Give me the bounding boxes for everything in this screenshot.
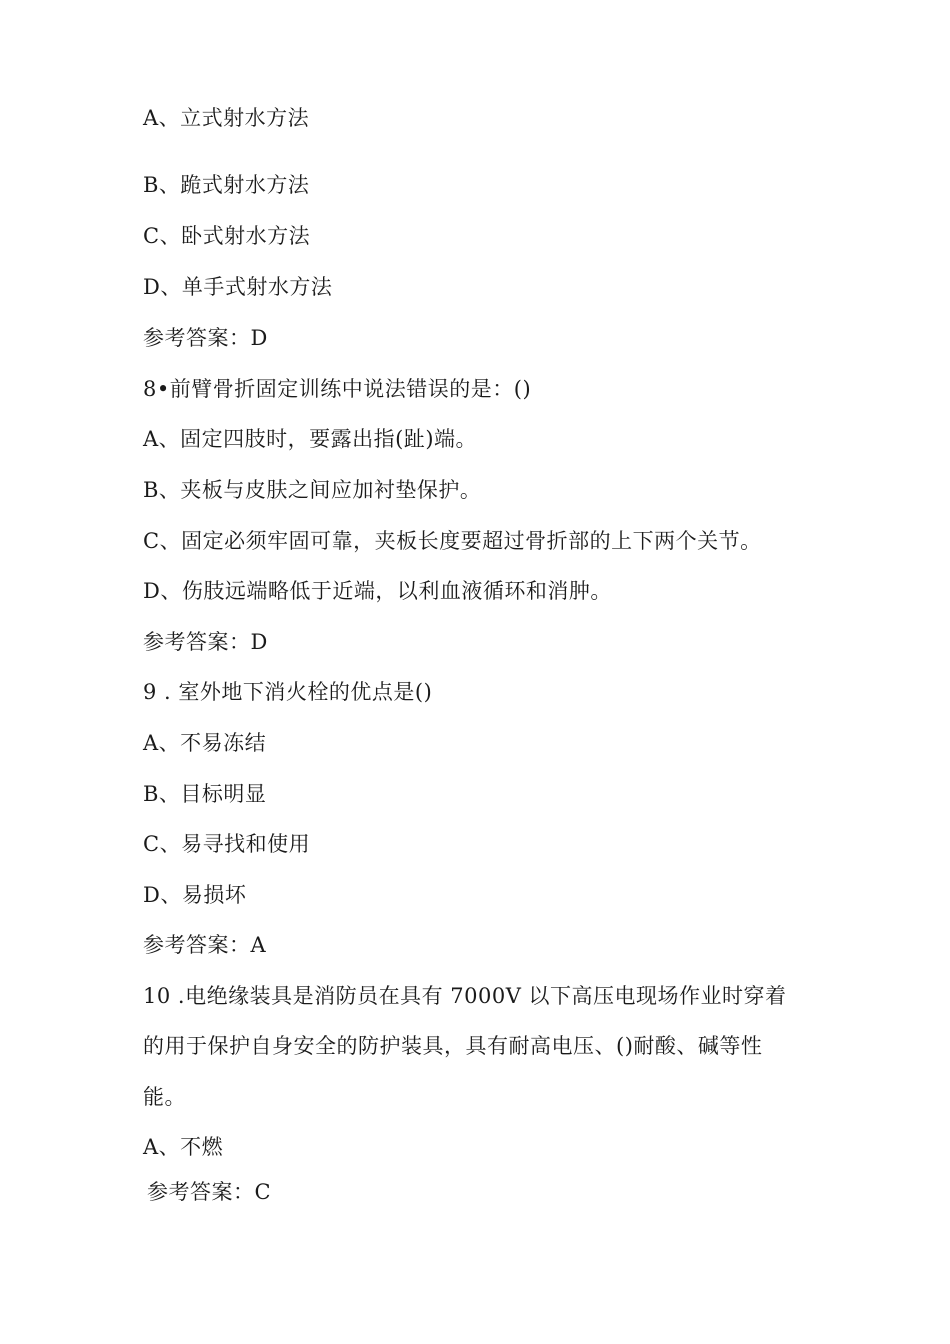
q10-question-line-1: 10 .电绝缘装具是消防员在具有 7000V 以下高压电现场作业时穿着 xyxy=(143,984,787,1008)
q9-option-b: B、目标明显 xyxy=(143,782,267,806)
q8-option-a: A、固定四肢时，要露出指(趾)端。 xyxy=(143,427,478,451)
q7-option-c: C、卧式射水方法 xyxy=(143,224,311,248)
q10-question-line-2: 的用于保护自身安全的防护装具，具有耐高电压、()耐酸、碱等性 xyxy=(143,1034,763,1058)
q7-option-d: D、单手式射水方法 xyxy=(143,275,333,299)
q10-option-a: A、不燃 xyxy=(143,1135,224,1159)
q7-option-a: A、立式射水方法 xyxy=(143,106,310,130)
q9-answer: 参考答案：A xyxy=(143,933,267,957)
q9-option-d: D、易损坏 xyxy=(143,883,247,907)
q8-option-b: B、夹板与皮肤之间应加衬垫保护。 xyxy=(143,478,482,502)
q10-answer: 参考答案：C xyxy=(147,1180,272,1204)
q8-question: 8•前臂骨折固定训练中说法错误的是：() xyxy=(143,377,532,401)
q7-option-b: B、跪式射水方法 xyxy=(143,173,310,197)
q7-answer: 参考答案：D xyxy=(143,326,268,350)
q9-option-c: C、易寻找和使用 xyxy=(143,832,311,856)
q10-question-line-3: 能。 xyxy=(143,1085,186,1109)
q8-option-c: C、固定必须牢固可靠，夹板长度要超过骨折部的上下两个关节。 xyxy=(143,529,762,553)
q8-option-d: D、伤肢远端略低于近端，以利血液循环和消肿。 xyxy=(143,579,612,603)
q8-answer: 参考答案：D xyxy=(143,630,268,654)
q9-question: 9 . 室外地下消火栓的优点是() xyxy=(143,680,433,704)
q9-option-a: A、不易冻结 xyxy=(143,731,267,755)
